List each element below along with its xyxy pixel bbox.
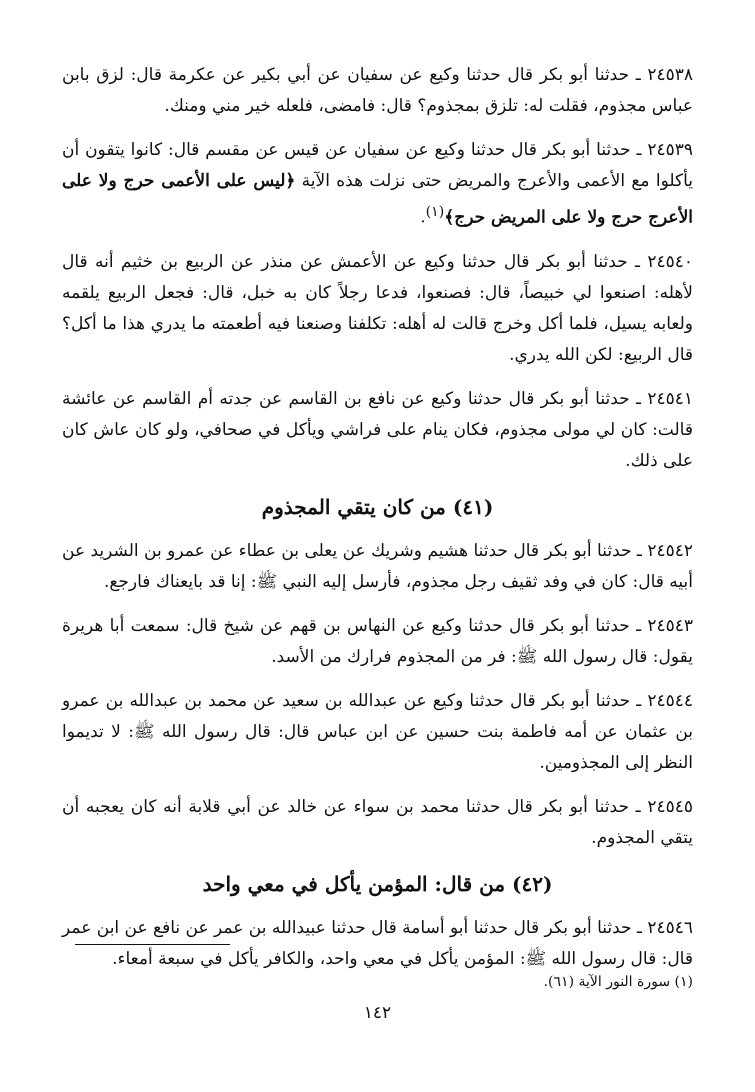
page-number: ١٤٢ <box>363 1003 392 1023</box>
quran-verse: ﴿ليس على الأعمى حرج ولا على الأعرج حرج ولا على المريض حرج﴾ <box>62 171 693 228</box>
hadith-24540: ٢٤٥٤٠ ـ حدثنا أبو بكر قال حدثنا وكيع عن الأعمش عن منذر عن الربيع بن خثيم أنه قال لأهله: اصنعوا لي خبيصاً، قال: فصنعوا، فدعا رجلاً كان به خبل، قال: فجعل الربيع يلقمه ولعابه يسيل، فلما أكل وخرج قالت له أهله: تكلفنا وصنعنا فيه أطعمته ما يدري هذا ما أكل؟ قال الربيع: لكن الله يدري. <box>62 251 693 365</box>
hadith-24545: ٢٤٥٤٥ ـ حدثنا أبو بكر قال حدثنا محمد بن سواء عن خالد عن أبي قلابة أنه كان يعجبه أن يتقي المجذوم. <box>62 796 693 848</box>
chapter-heading-41: (٤١) من كان يتقي المجذوم <box>261 494 494 519</box>
chapter-heading-42: (٤٢) من قال: المؤمن يأكل في معي واحد <box>202 871 553 896</box>
hadith-24538: ٢٤٥٣٨ ـ حدثنا أبو بكر قال حدثنا وكيع عن سفيان عن أبي بكير عن عكرمة قال: لزق بابن عباس مجذوم، فقلت له: تلزق بمجذوم؟ قال: فامضى، فلعله خير مني ومنك. <box>62 65 693 116</box>
footnote-divider <box>75 944 230 945</box>
hadith-24543: ٢٤٥٤٣ ـ حدثنا أبو بكر قال حدثنا وكيع عن النهاس بن قهم عن شيخ قال: سمعت أبا هريرة يقول: قال رسول الله ﷺ: فر من المجذوم فرارك من الأسد. <box>62 615 693 667</box>
hadith-24542: ٢٤٥٤٢ ـ حدثنا أبو بكر قال حدثنا هشيم وشريك عن يعلى بن عطاء عن عمرو بن الشريد عن أبيه قال: كان في وفد ثقيف رجل مجذوم، فأرسل إليه النبي ﷺ: إنا قد بايعناك فارجع. <box>62 540 693 592</box>
footnote-marker: (١) <box>425 204 445 220</box>
hadith-24544: ٢٤٥٤٤ ـ حدثنا أبو بكر قال حدثنا وكيع عن عبدالله بن سعيد عن محمد بن عبدالله بن عمرو بن عثمان عن أمه فاطمة بنت حسين عن ابن عباس قال: قال رسول الله ﷺ: لا تديموا النظر إلى المجذومين. <box>62 690 693 773</box>
footnote: (١) سورة النور الآية (٦١). <box>543 974 693 990</box>
hadith-24539-end: . <box>420 207 426 228</box>
hadith-24546: ٢٤٥٤٦ ـ حدثنا أبو بكر قال حدثنا أبو أسامة قال حدثنا عبيدالله بن عمر عن نافع عن ابن عمر قال: قال رسول الله ﷺ: المؤمن يأكل في معي واحد، والكافر يأكل في سبعة أمعاء. <box>62 917 693 969</box>
hadith-24541: ٢٤٥٤١ ـ حدثنا أبو بكر قال حدثنا وكيع عن نافع بن القاسم عن جدته أم القاسم عن عائشة قالت: كان لي مولى مجذوم، فكان ينام على فراشي ويأكل في صحافي، ولو كان عاش كان على ذلك. <box>62 388 693 471</box>
hadith-24539 <box>62 135 693 234</box>
hadith-24539-text: ٢٤٥٣٩ ـ حدثنا أبو بكر قال حدثنا وكيع عن سفيان عن قيس عن مقسم قال: كانوا يتقون أن يأكلوا مع الأعمى والأعرج والمريض حتى نزلت هذه الآية <box>62 140 693 191</box>
